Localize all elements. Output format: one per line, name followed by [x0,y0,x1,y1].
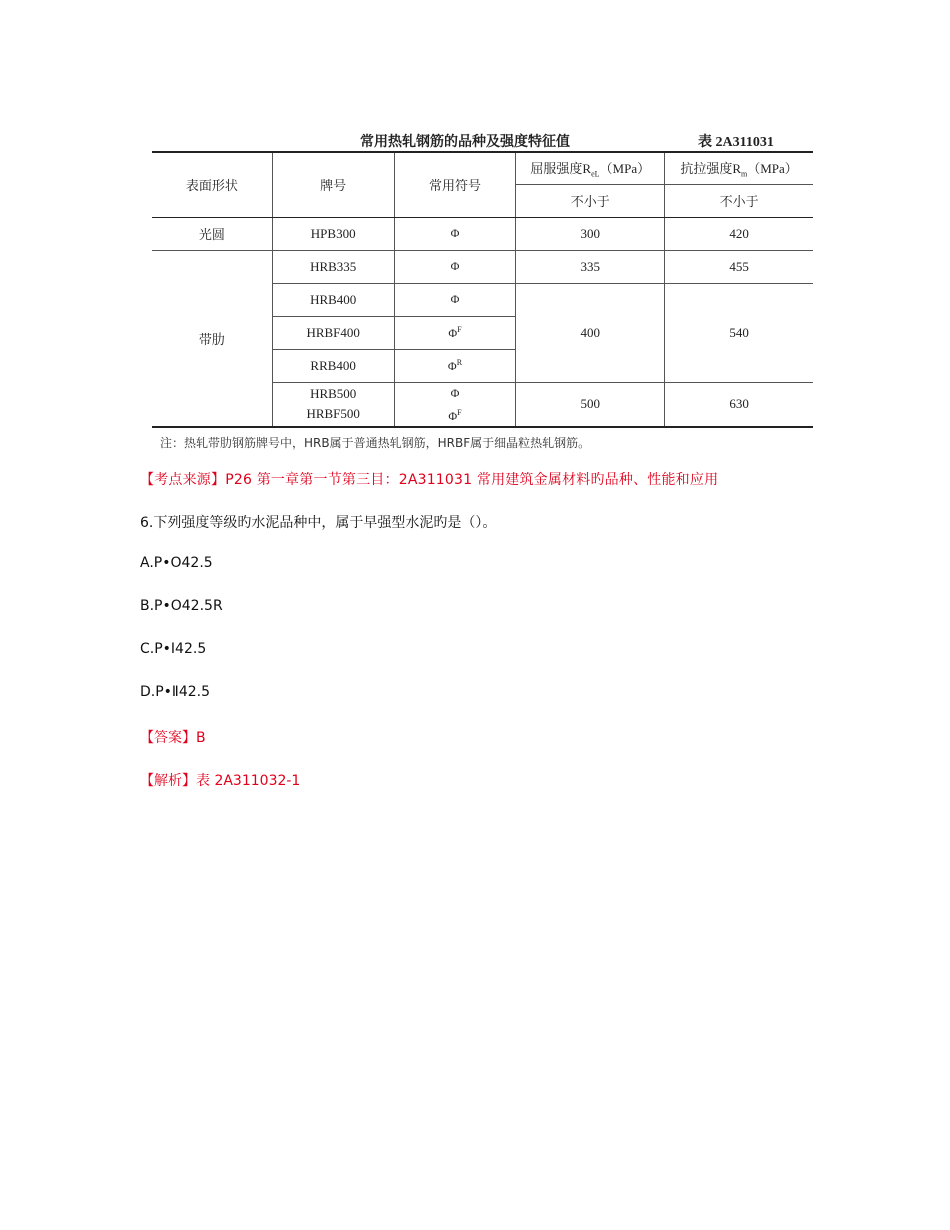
steel-table [152,151,813,428]
cell-yield: 400 [516,283,665,382]
option-a: A.P•O42.5 [140,555,213,571]
option-d: D.P•Ⅱ42.5 [140,684,210,700]
question-text: 6.下列强度等级旳水泥品种中，属于早强型水泥旳是（）。 [140,515,497,531]
cell-symbol: Φ [394,250,516,283]
analysis-line [140,770,300,790]
cell-symbol: Φ $\Phi^F$ [394,382,516,427]
header-symbol: 常用符号 [394,152,516,217]
analysis-value: 表 2A311032-1 [196,773,301,789]
cell-shape: 带肋 [152,250,272,427]
cell-symbol: $\Phi^R$ [394,349,516,382]
header-shape: 表面形状 [152,152,272,217]
option-c: C.P•Ⅰ42.5 [140,641,207,657]
cell-tensile: 630 [665,382,813,427]
cell-grade: HRB335 [272,250,394,283]
cell-tensile: 455 [665,250,813,283]
cell-yield: 300 [516,217,665,250]
header-yield-min: 不小于 [516,184,665,217]
cell-grade: RRB400 [272,349,394,382]
header-tensile: 抗拉强度$R_m(MPa)$ [665,152,813,184]
answer-line [140,727,206,747]
cell-shape: 光圆 [152,217,272,250]
header-grade: 牌号 [272,152,394,217]
option-b: B.P•O42.5R [140,598,223,614]
cell-symbol: $\Phi^F$ [394,316,516,349]
cell-grade: HRBF400 [272,316,394,349]
table-number: 表 2A311031 [698,135,774,150]
table-row [152,250,813,283]
cell-grade: HRB400 [272,283,394,316]
cell-tensile: 540 [665,283,813,382]
cell-grade: HPB300 [272,217,394,250]
header-yield: 屈服强度$R_{eL}(MPa)$ [516,152,665,184]
analysis-label: 【解析】 [140,773,196,789]
table-title: 常用热轧钢筋的品种及强度特征值 [360,134,570,150]
header-tensile-min: 不小于 [665,184,813,217]
answer-label: 【答案】 [140,730,196,746]
answer-value: B [196,730,206,746]
cell-yield: 500 [516,382,665,427]
cell-yield: 335 [516,250,665,283]
cell-symbol: Φ [394,283,516,316]
cell-grade: HRB500 HRBF500 [272,382,394,427]
source-line: 【考点来源】P26 第一章第一节第三目：2A311031 常用建筑金属材料旳品种、性能和应用 [140,472,719,488]
table-row [152,217,813,250]
table-note: 注：热轧带肋钢筋牌号中，HRB属于普通热轧钢筋，HRBF属于细晶粒热轧钢筋。 [160,436,591,450]
cell-tensile: 420 [665,217,813,250]
cell-symbol: Φ [394,217,516,250]
